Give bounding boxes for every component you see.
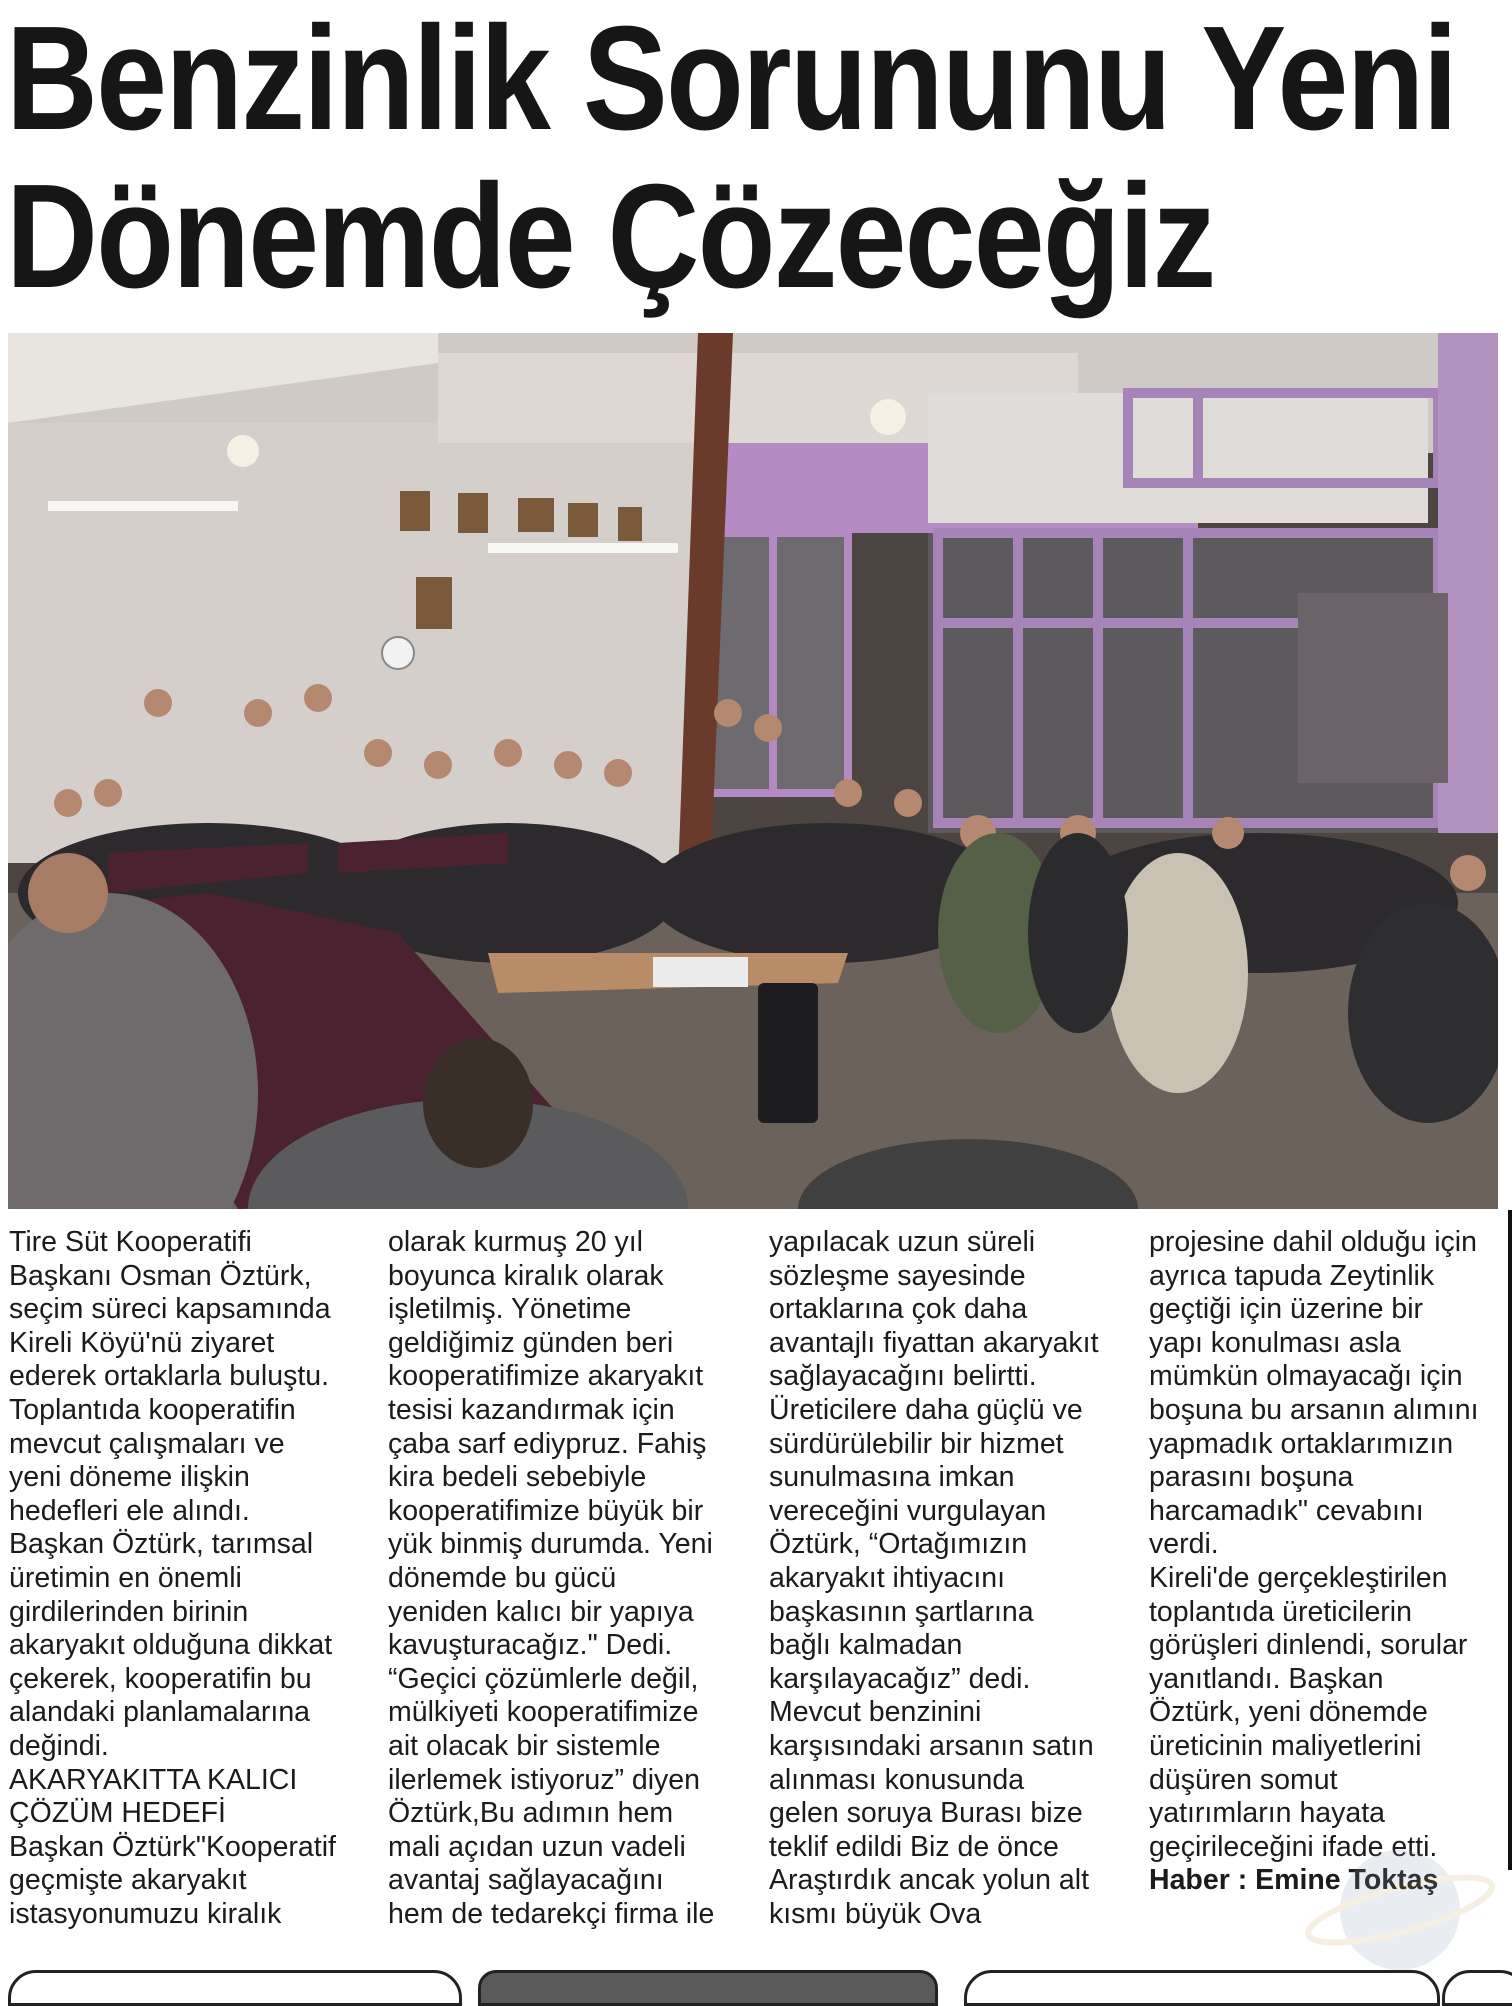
byline: Haber : Emine Toktaş xyxy=(1149,1864,1439,1897)
next-article-frame-2 xyxy=(478,1970,938,2006)
column-4-text: projesine dahil olduğu için ayrıca tapuda Zeytinlik geçtiği için üzerine bir yapı konulması asla mümkün olmayacağı için boşuna bu arsanın alımını yapmadık ortaklarımızın parasını boşuna harcamadık" cevabını verdi. Kireli'de gerçekleştirilen toplantıda üreticilerin görüşleri dinlendi, sorular yanıtlandı. Başkan Öztürk, yeni dönemde üreticinin maliyetlerini düşüren somut yatırımların hayata geçirileceğini ifade etti. xyxy=(1149,1226,1479,1863)
article-column-2 xyxy=(388,1226,758,1932)
next-article-frame-4 xyxy=(1442,1970,1512,2006)
page-edge-rule xyxy=(1508,1210,1512,1870)
next-article-frame-3 xyxy=(964,1970,1440,2006)
column-1-text: Tire Süt Kooperatifi Başkanı Osman Öztürk, seçim süreci kapsamında Kireli Köyü'nü ziyaret ederek ortaklarla buluştu. Toplantıda kooperatifin mevcut çalışmaları ve yeni döneme ilişkin hedefleri ele alındı. Başkan Öztürk, tarımsal üretimin en önemli girdilerinden birinin akaryakıt olduğuna dikkat çekerek, kooperatifin bu alandaki planlamalarına değindi. AKARYAKITTA KALICI ÇÖZÜM HEDEFİ Başkan Öztürk"Kooperatif geçmişte akaryakıt istasyonumuzu kiralık xyxy=(9,1226,336,1930)
meeting-photo-illustration xyxy=(8,333,1498,1209)
next-article-frame-1 xyxy=(8,1970,462,2006)
headline-line-2: Dönemde Çözeceğiz xyxy=(6,154,1215,319)
article-column-3 xyxy=(769,1226,1139,1932)
article-photo xyxy=(8,333,1498,1209)
column-2-text: olarak kurmuş 20 yıl boyunca kiralık olarak işletilmiş. Yönetime geldiğimiz günden beri kooperatifimize akaryakıt tesisi kazandırmak için çaba sarf ediypruz. Fahiş kira bedeli sebebiyle kooperatifimize büyük bir yük binmiş durumda. Yeni dönemde bu gücü yeniden kalıcı bir yapıya kavuşturacağız." Dedi. “Geçici çözümlerle değil, mülkiyeti kooperatifimize ait olacak bir sistemle ilerlemek istiyoruz” diyen Öztürk,Bu adımın hem mali açıdan uzun vadeli avantaj sağlayacağını hem de tedarekçi firma ile xyxy=(388,1226,715,1930)
planet-watermark-icon xyxy=(1300,1820,1500,1980)
headline xyxy=(6,0,1457,319)
column-3-text: yapılacak uzun süreli sözleşme sayesinde ortaklarına çok daha avantajlı fiyattan akaryakıt sağlayacağını belirtti. Üreticilere daha güçlü ve sürdürülebilir bir hizmet sunulmasına imkan vereceğini vurgulayan Öztürk, “Ortağımızın akaryakıt ihtiyacını başkasının şartlarına bağlı kalmadan karşılayacağız” dedi. Mevcut benzinini karşısındaki arsanın satın alınması konusunda gelen soruya Burası bize teklif edildi Biz de önce Araştırdık ancak yolun alt kısmı büyük Ova xyxy=(769,1226,1099,1930)
headline-line-1: Benzinlik Sorununu Yeni xyxy=(6,0,1457,161)
article-column-1 xyxy=(9,1226,379,1932)
